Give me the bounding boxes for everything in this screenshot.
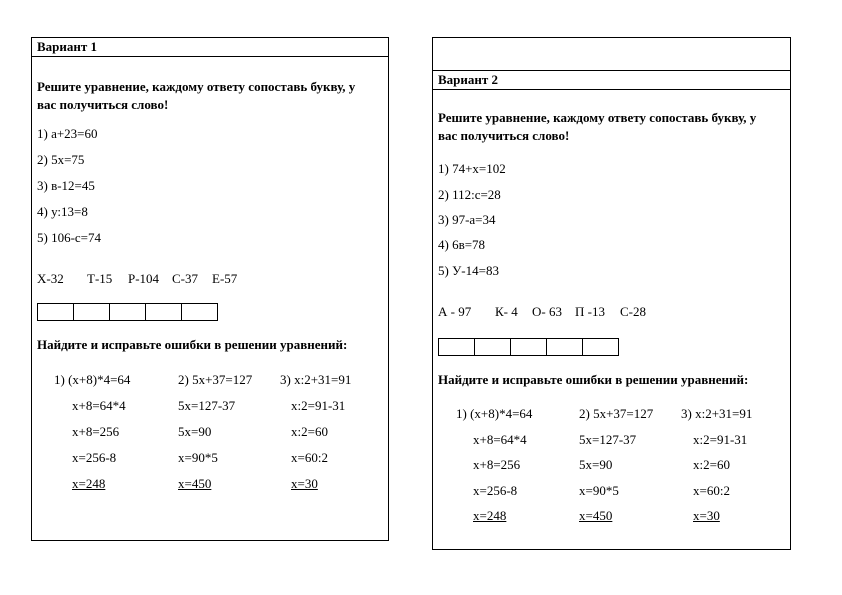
word-box[interactable] <box>510 338 547 356</box>
solution-3-line-4: х=60:2 <box>693 483 730 498</box>
solution-1-line-5: х=248 <box>72 476 106 491</box>
task1-line1: Решите уравнение, каждому ответу сопоставь букву, у <box>438 110 757 125</box>
equation-3: 3) 97-а=34 <box>438 212 496 227</box>
solution-1-line-5: х=248 <box>473 508 507 523</box>
solution-3-line-3: х:2=60 <box>291 424 328 439</box>
word-box[interactable] <box>37 303 74 321</box>
solution-2-line-1: 2) 5х+37=127 <box>579 406 654 421</box>
variant-2-task2: Найдите и исправьте ошибки в решении уравнений: <box>438 372 749 387</box>
solution-1-line-1: 1) (х+8)*4=64 <box>54 372 131 387</box>
answer-1: А - 97 <box>438 304 472 319</box>
equation-2: 2) 5х=75 <box>37 152 85 167</box>
task1-line2: вас получиться слово! <box>438 128 570 143</box>
equation-4: 4) 6в=78 <box>438 237 486 252</box>
solution-1-line-3: х+8=256 <box>72 424 120 439</box>
task1-line1: Решите уравнение, каждому ответу сопоставь букву, у <box>37 79 356 94</box>
word-box[interactable] <box>73 303 110 321</box>
solution-2-line-4: х=90*5 <box>579 483 619 498</box>
variant-1-title: Вариант 1 <box>32 38 388 57</box>
variant-2-task1 <box>438 109 756 145</box>
equation-3: 3) в-12=45 <box>37 178 95 193</box>
answer-3: Р-104 <box>128 271 160 286</box>
answer-4: С-37 <box>172 271 198 286</box>
solution-1-line-3: х+8=256 <box>473 457 521 472</box>
solution-2-line-4: х=90*5 <box>178 450 218 465</box>
word-box[interactable] <box>438 338 475 356</box>
solution-1-line-2: х+8=64*4 <box>473 432 527 447</box>
equation-4: 4) у:13=8 <box>37 204 88 219</box>
equation-5: 5) У-14=83 <box>438 263 499 278</box>
solution-3-line-2: х:2=91-31 <box>693 432 748 447</box>
solution-3-line-2: х:2=91-31 <box>291 398 346 413</box>
word-boxes[interactable] <box>439 338 619 356</box>
solution-3-line-1: 3) х:2+31=91 <box>681 406 753 421</box>
variant-2-title: Вариант 2 <box>433 70 790 90</box>
solution-3-line-1: 3) х:2+31=91 <box>280 372 352 387</box>
word-box[interactable] <box>546 338 583 356</box>
word-box[interactable] <box>474 338 511 356</box>
solution-3-line-5: х=30 <box>693 508 720 523</box>
solution-2-line-5: х=450 <box>579 508 613 523</box>
solution-2-line-1: 2) 5х+37=127 <box>178 372 253 387</box>
word-box[interactable] <box>109 303 146 321</box>
solution-2-line-2: 5х=127-37 <box>579 432 637 447</box>
word-box[interactable] <box>145 303 182 321</box>
solution-2-line-3: 5х=90 <box>178 424 212 439</box>
answer-1: Х-32 <box>37 271 64 286</box>
variant-1-task2: Найдите и исправьте ошибки в решении уравнений: <box>37 337 348 352</box>
solution-1-line-2: х+8=64*4 <box>72 398 126 413</box>
variant-1-task1 <box>37 78 355 114</box>
answer-3: О- 63 <box>532 304 562 319</box>
word-box[interactable] <box>582 338 619 356</box>
answer-2: К- 4 <box>495 304 518 319</box>
word-box[interactable] <box>181 303 218 321</box>
solution-3-line-3: х:2=60 <box>693 457 730 472</box>
variant-1-card <box>31 37 389 541</box>
solution-3-line-5: х=30 <box>291 476 318 491</box>
word-boxes[interactable] <box>38 303 218 321</box>
solution-1-line-1: 1) (х+8)*4=64 <box>456 406 533 421</box>
solution-3-line-4: х=60:2 <box>291 450 328 465</box>
variant-2-card <box>432 37 791 550</box>
solution-2-line-2: 5х=127-37 <box>178 398 236 413</box>
answer-5: С-28 <box>620 304 646 319</box>
answer-2: Т-15 <box>87 271 113 286</box>
solution-1-line-4: х=256-8 <box>72 450 117 465</box>
answer-5: Е-57 <box>212 271 238 286</box>
solution-2-line-3: 5х=90 <box>579 457 613 472</box>
answer-4: П -13 <box>575 304 605 319</box>
task1-line2: вас получиться слово! <box>37 97 169 112</box>
equation-2: 2) 112:с=28 <box>438 187 501 202</box>
solution-1-line-4: х=256-8 <box>473 483 518 498</box>
equation-1: 1) 74+х=102 <box>438 161 506 176</box>
equation-1: 1) а+23=60 <box>37 126 98 141</box>
equation-5: 5) 106-с=74 <box>37 230 102 245</box>
solution-2-line-5: х=450 <box>178 476 212 491</box>
